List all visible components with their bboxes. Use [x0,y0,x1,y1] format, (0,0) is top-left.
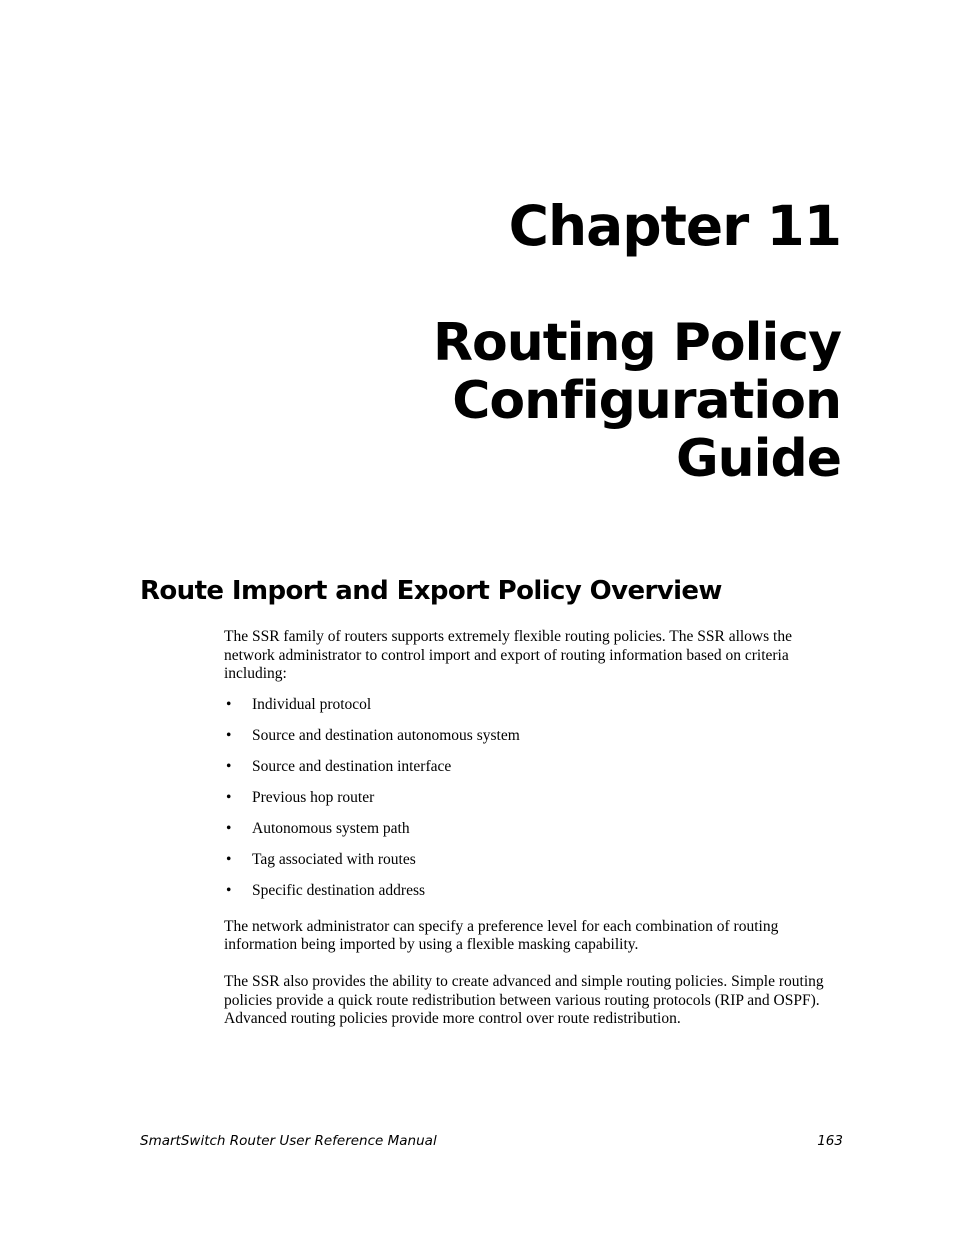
section-heading: Route Import and Export Policy Overview [140,576,722,606]
chapter-title-line: Configuration [452,371,841,431]
bullet-icon: • [226,881,232,899]
list-item [224,789,844,820]
list-item [224,696,844,727]
section-body [224,628,844,1029]
policies-paragraph: The SSR also provides the ability to create advanced and simple routing policies. Simple routing policies provide a quick route redistribution between various routing protocols (RIP and OSPF). Advanced routing policies provide more control over route redistribution. [224,972,824,1028]
preference-paragraph: The network administrator can specify a preference level for each combination of routing information being imported by using a flexible masking capability. [224,917,779,954]
list-item-text: Specific destination address [252,881,426,899]
bullet-icon: • [226,819,232,837]
list-item [224,758,844,789]
list-item [224,727,844,758]
list-item [224,882,844,913]
list-item-text: Individual protocol [252,695,372,713]
manual-title: SmartSwitch Router User Reference Manual [140,1133,437,1149]
list-item-text: Source and destination interface [252,757,452,775]
chapter-title [433,314,841,488]
intro-paragraph: The SSR family of routers supports extremely flexible routing policies. The SSR allows the network administrator to control import and export of routing information based on criteria including: [224,628,792,683]
chapter-title-line: Guide [675,429,841,489]
bullet-icon: • [226,695,232,713]
list-item-text: Source and destination autonomous system [252,726,520,744]
bullet-icon: • [226,726,232,744]
page-number: 163 [817,1133,843,1149]
chapter-title-line: Routing Policy [432,313,841,373]
bullet-icon: • [226,757,232,775]
criteria-list [224,696,844,913]
list-item [224,851,844,882]
list-item-text: Autonomous system path [252,819,410,837]
list-item [224,820,844,851]
list-item-text: Previous hop router [252,788,375,806]
bullet-icon: • [226,850,232,868]
list-item-text: Tag associated with routes [252,850,416,868]
chapter-number-heading: Chapter 11 [508,194,841,258]
bullet-icon: • [226,788,232,806]
